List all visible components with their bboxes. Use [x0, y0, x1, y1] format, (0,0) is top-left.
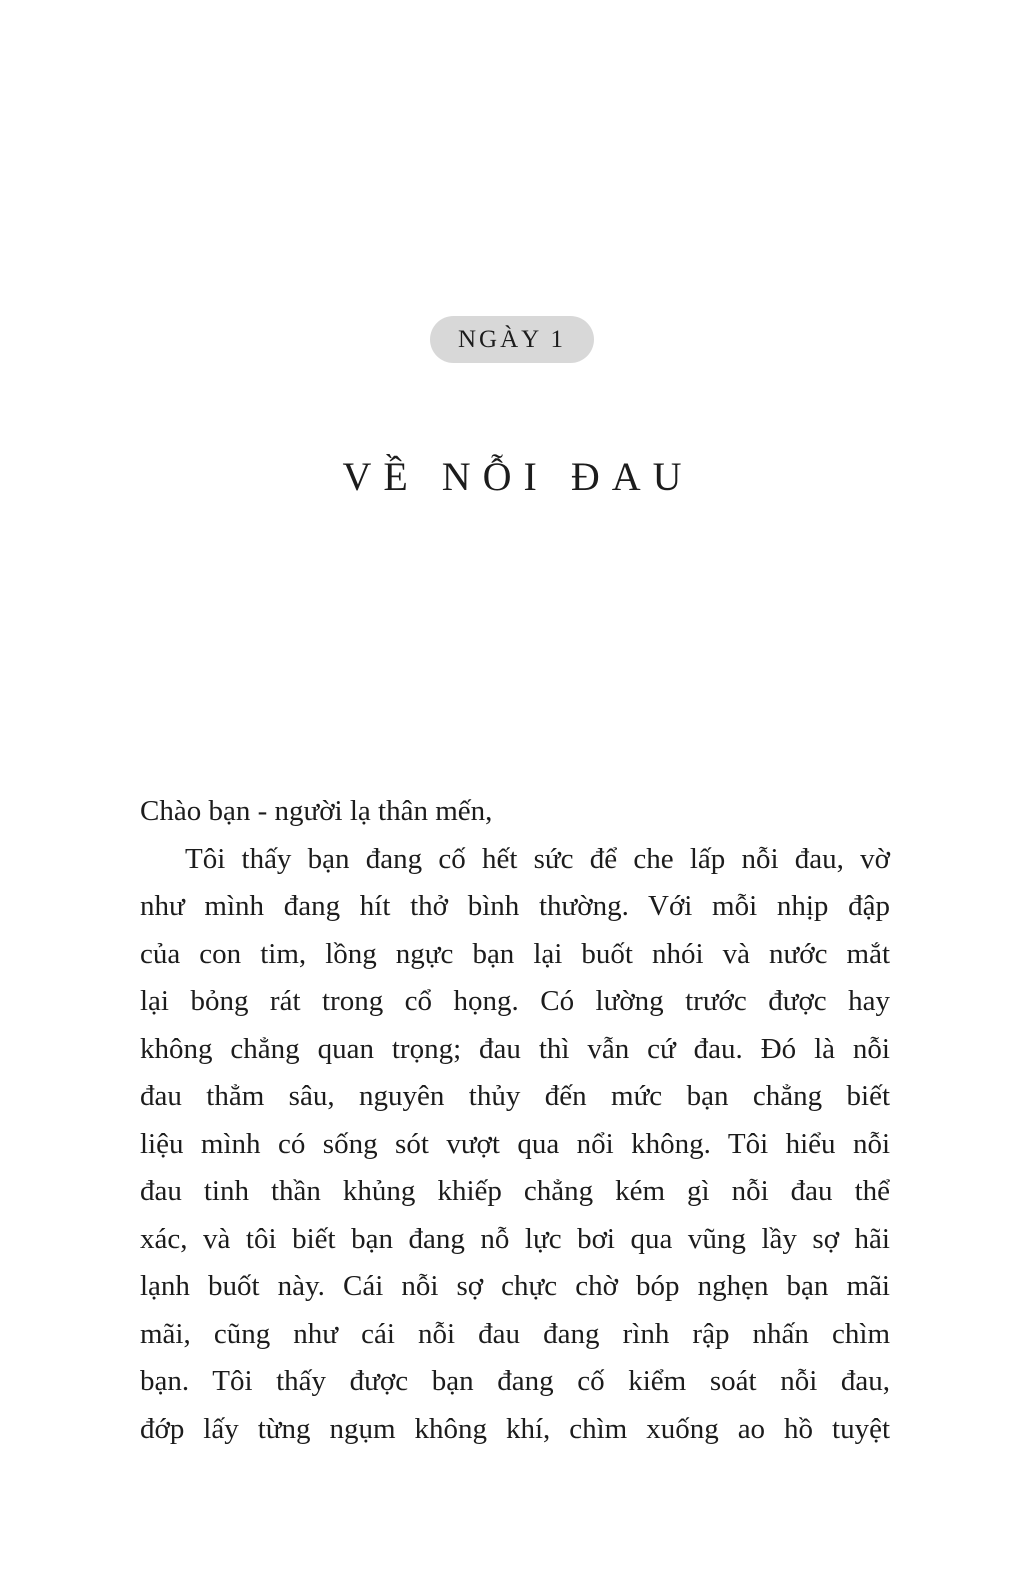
paragraph-line: của con tim, lồng ngực bạn lại buốt nhói và nước mắt [140, 937, 890, 970]
paragraph-line: đau thẳm sâu, nguyên thủy đến mức bạn chẳng biết [140, 1080, 890, 1112]
paragraph-line: Chào bạn - người lạ thân mến, [140, 795, 493, 827]
paragraph-line: liệu mình có sống sót vượt qua nổi không. Tôi hiểu nỗi [140, 1127, 890, 1160]
paragraph-line: Tôi thấy bạn đang cố hết sức để che lấp nỗi đau, vờ [185, 842, 890, 875]
paragraph-line: bạn. Tôi thấy được bạn đang cố kiểm soát nỗi đau, [140, 1365, 890, 1397]
paragraph-line: mãi, cũng như cái nỗi đau đang rình rập nhấn chìm [140, 1317, 890, 1350]
day-badge: NGÀY 1 [430, 316, 594, 363]
paragraph-line: lạnh buốt này. Cái nỗi sợ chực chờ bóp nghẹn bạn mãi [140, 1270, 890, 1302]
day-badge-container [0, 316, 1024, 363]
paragraph-line: đớp lấy từng ngụm không khí, chìm xuống ao hồ tuyệt [140, 1412, 890, 1445]
chapter-title: VỀ NỖI ĐAU [342, 454, 694, 499]
body-text [140, 788, 890, 1453]
paragraph-line: như mình đang hít thở bình thường. Với mỗi nhịp đập [140, 890, 890, 922]
paragraph-line: không chẳng quan trọng; đau thì vẫn cứ đau. Đó là nỗi [140, 1032, 890, 1065]
paragraph-line: đau tinh thần khủng khiếp chẳng kém gì nỗi đau thể [140, 1175, 890, 1207]
paragraph-line: lại bỏng rát trong cổ họng. Có lường trước được hay [140, 985, 890, 1017]
paragraph-line: xác, và tôi biết bạn đang nỗ lực bơi qua vũng lầy sợ hãi [140, 1222, 890, 1255]
